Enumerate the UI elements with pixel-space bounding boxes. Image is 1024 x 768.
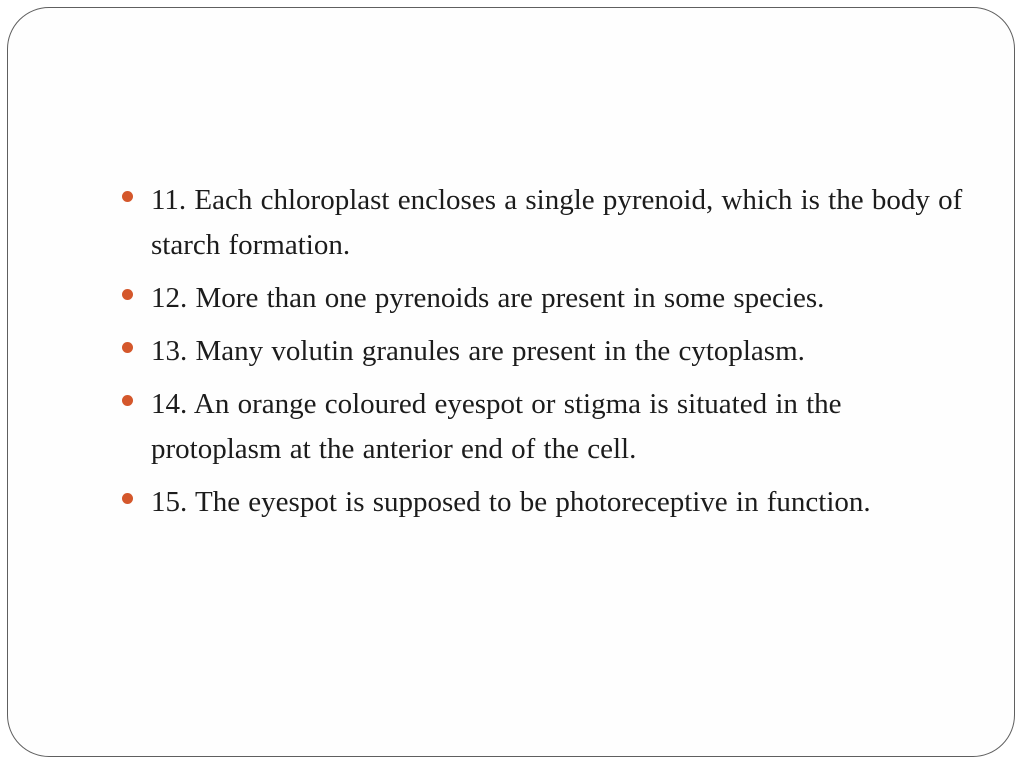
bullet-dot-icon (122, 289, 133, 300)
bullet-dot-icon (122, 493, 133, 504)
bullet-dot-icon (122, 342, 133, 353)
bullet-list (118, 178, 968, 533)
bullet-item-14 (118, 382, 968, 472)
bullet-text: 12. More than one pyrenoids are present in some species. (151, 282, 825, 314)
bullet-text: 14. An orange coloured eyespot or stigma is situated in the protoplasm at the anterior end of the cell. (151, 388, 842, 465)
bullet-dot-icon (122, 395, 133, 406)
bullet-text: 11. Each chloroplast encloses a single pyrenoid, which is the body of starch formation. (151, 184, 963, 261)
bullet-item-11 (118, 178, 968, 268)
bullet-dot-icon (122, 191, 133, 202)
bullet-item-12 (118, 276, 968, 321)
slide-frame (7, 7, 1015, 757)
bullet-text: 15. The eyespot is supposed to be photoreceptive in function. (151, 486, 871, 518)
bullet-text: 13. Many volutin granules are present in the cytoplasm. (151, 335, 805, 367)
bullet-item-13 (118, 329, 968, 374)
bullet-item-15 (118, 480, 968, 525)
